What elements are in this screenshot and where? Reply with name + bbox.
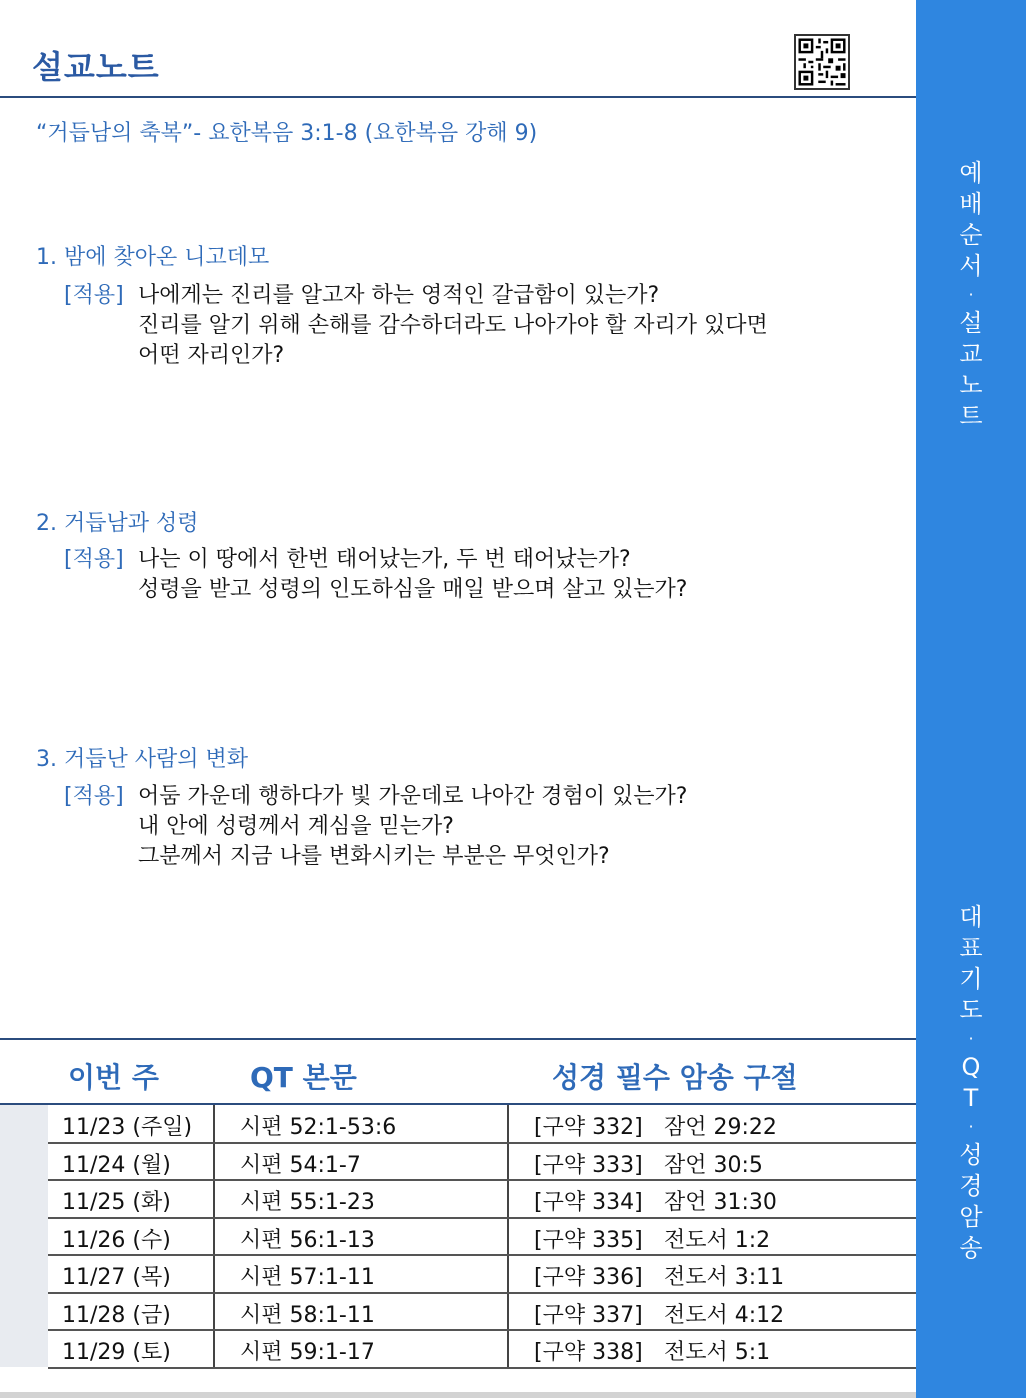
sidebar-char: Q <box>961 1053 981 1081</box>
row-divider <box>48 1367 916 1369</box>
cell-date: 11/26 (수) <box>62 1227 171 1253</box>
sidebar <box>916 0 1026 1398</box>
cell-verse-ref: [구약 336] <box>534 1265 643 1290</box>
cell-qt-passage: 시편 55:1-23 <box>240 1190 375 1215</box>
header-divider <box>0 96 916 98</box>
sidebar-char: 표 <box>959 934 983 962</box>
application-block <box>64 281 768 371</box>
column-divider <box>213 1105 215 1367</box>
sidebar-label-top <box>916 158 1026 432</box>
qr-code-icon <box>794 34 850 90</box>
column-header-qt: QT 본문 <box>250 1061 357 1094</box>
sidebar-char: 설 <box>959 309 983 337</box>
cell-date: 11/25 (화) <box>62 1190 171 1215</box>
application-line: 그분께서 지금 나를 변화시키는 부분은 무엇인가? <box>138 844 610 869</box>
column-divider <box>507 1105 509 1367</box>
row-divider <box>48 1254 916 1256</box>
cell-verse-ref: [구약 338] <box>534 1340 643 1365</box>
sidebar-char: 도 <box>959 996 983 1024</box>
sidebar-char: 트 <box>959 402 983 430</box>
page-title: 설교노트 <box>32 48 160 86</box>
application-line: 어떤 자리인가? <box>138 343 285 368</box>
cell-verse-ref: [구약 335] <box>534 1227 643 1253</box>
section-heading: 1. 밤에 찾아온 니고데모 <box>36 245 270 270</box>
sidebar-char: 배 <box>959 190 983 218</box>
cell-verse: 잠언 29:22 <box>664 1115 777 1140</box>
sidebar-char: 암 <box>959 1203 983 1231</box>
sidebar-char: 노 <box>959 371 983 399</box>
cell-qt-passage: 시편 57:1-11 <box>240 1265 375 1290</box>
cell-qt-passage: 시편 54:1-7 <box>240 1152 361 1178</box>
cell-verse-ref: [구약 337] <box>534 1302 643 1328</box>
application-tag: [적용] <box>64 547 124 572</box>
table-header-divider <box>0 1103 916 1105</box>
sidebar-separator: · <box>968 1117 974 1136</box>
cell-verse: 전도서 5:1 <box>664 1340 771 1365</box>
sidebar-label-bottom <box>916 902 1026 1264</box>
application-line: 진리를 알기 위해 손해를 감수하더라도 나아가야 할 자리가 있다면 <box>138 313 768 338</box>
application-line: 성령을 받고 성령의 인도하심을 매일 받으며 살고 있는가? <box>138 577 688 602</box>
row-divider <box>48 1329 916 1331</box>
sidebar-separator: · <box>968 285 974 304</box>
sidebar-char: 예 <box>959 159 983 187</box>
row-divider <box>48 1217 916 1219</box>
cell-verse: 전도서 3:11 <box>664 1265 785 1290</box>
application-tag: [적용] <box>64 784 124 809</box>
column-header-week: 이번 주 <box>68 1061 159 1094</box>
cell-verse-ref: [구약 334] <box>534 1190 643 1215</box>
column-header-memory-verse: 성경 필수 암송 구절 <box>552 1061 798 1094</box>
cell-qt-passage: 시편 59:1-17 <box>240 1340 375 1365</box>
sidebar-char: 경 <box>959 1172 983 1200</box>
application-block <box>64 782 687 872</box>
application-line: 어둠 가운데 행하다가 빛 가운데로 나아간 경험이 있는가? <box>138 784 688 809</box>
cell-verse: 전도서 1:2 <box>664 1227 771 1253</box>
page-bottom-bar <box>0 1392 916 1398</box>
sidebar-char: T <box>963 1084 979 1112</box>
application-line: 나는 이 땅에서 한번 태어났는가, 두 번 태어났는가? <box>138 547 631 572</box>
sidebar-char: 순 <box>959 221 983 249</box>
sidebar-char: 교 <box>959 340 983 368</box>
cell-verse: 전도서 4:12 <box>664 1302 785 1328</box>
cell-verse: 잠언 31:30 <box>664 1190 777 1215</box>
row-divider <box>48 1179 916 1181</box>
cell-verse-ref: [구약 332] <box>534 1115 643 1140</box>
cell-verse-ref: [구약 333] <box>534 1152 643 1178</box>
cell-date: 11/23 (주일) <box>62 1115 193 1140</box>
cell-date: 11/27 (목) <box>62 1265 171 1290</box>
application-tag: [적용] <box>64 283 124 308</box>
sermon-title: “거듭남의 축복”- 요한복음 3:1-8 (요한복음 강해 9) <box>36 121 538 146</box>
row-divider <box>48 1142 916 1144</box>
sidebar-char: 대 <box>959 903 983 931</box>
sidebar-char: 서 <box>959 252 983 280</box>
sidebar-char: 기 <box>959 965 983 993</box>
table-top-divider <box>0 1038 916 1040</box>
cell-date: 11/29 (토) <box>62 1340 171 1365</box>
section-heading: 3. 거듭난 사람의 변화 <box>36 747 248 772</box>
sidebar-char: 성 <box>959 1141 983 1169</box>
cell-qt-passage: 시편 56:1-13 <box>240 1227 375 1253</box>
row-divider <box>48 1292 916 1294</box>
table-left-band <box>0 1105 48 1367</box>
application-block <box>64 545 687 605</box>
cell-qt-passage: 시편 58:1-11 <box>240 1302 375 1328</box>
application-line: 내 안에 성령께서 계심을 믿는가? <box>138 814 454 839</box>
cell-qt-passage: 시편 52:1-53:6 <box>240 1115 397 1140</box>
cell-date: 11/24 (월) <box>62 1152 171 1178</box>
sidebar-separator: · <box>968 1029 974 1048</box>
section-heading: 2. 거듭남과 성령 <box>36 511 199 536</box>
application-line: 나에게는 진리를 알고자 하는 영적인 갈급함이 있는가? <box>138 283 660 308</box>
cell-verse: 잠언 30:5 <box>664 1152 763 1178</box>
cell-date: 11/28 (금) <box>62 1302 171 1328</box>
sidebar-char: 송 <box>959 1234 983 1262</box>
